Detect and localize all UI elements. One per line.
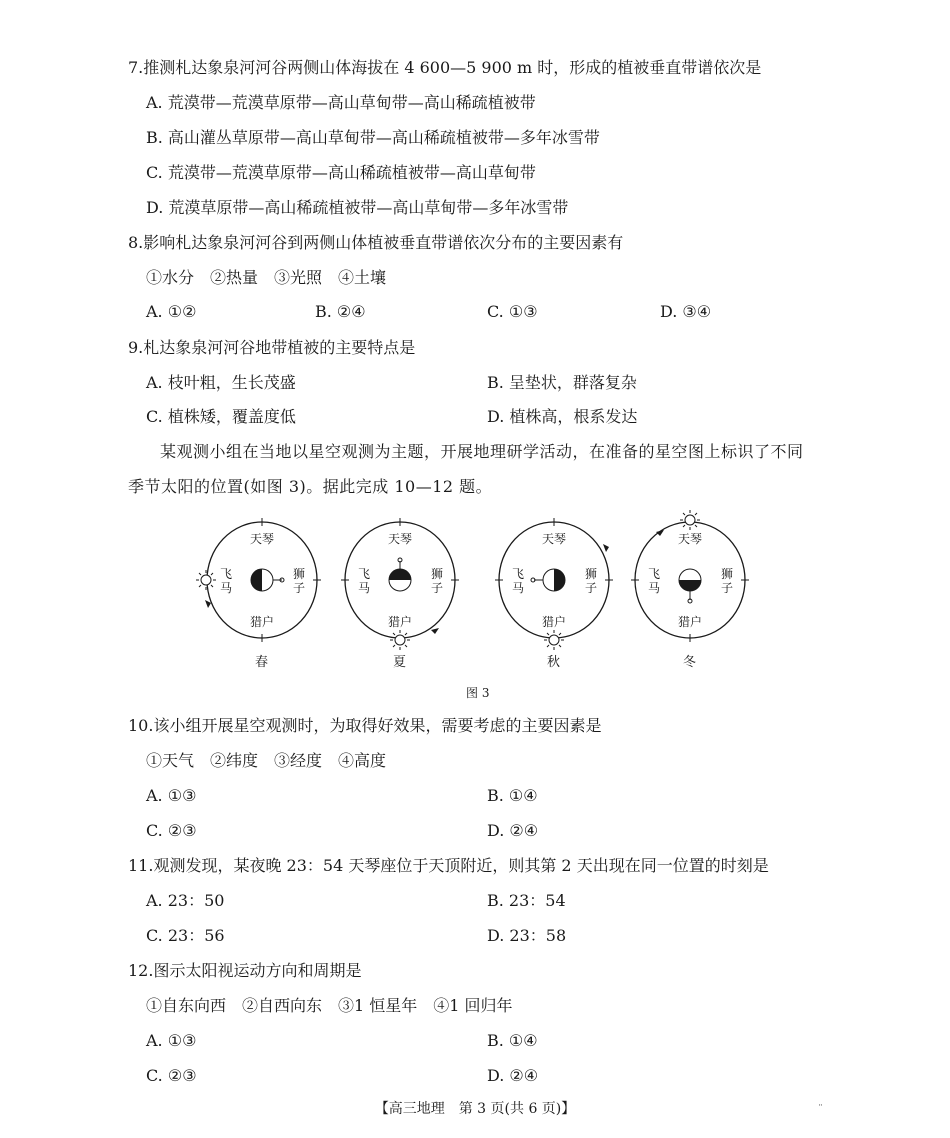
q7-option-b: B. 高山灌丛草原带—高山草甸带—高山稀疏植被带—多年冰雪带 [146,128,600,147]
q7-stem: 7.推测札达象泉河河谷两侧山体海拔在 4 600—5 900 m 时，形成的植被垂直带谱依次是 [128,58,762,77]
label-leo-2: 子 [585,581,598,595]
label-pegasus-2: 马 [220,581,233,595]
q9-option-d: D. 植株高，根系发达 [487,407,638,426]
label-pegasus-1: 飞 [512,567,525,581]
label-pegasus-2: 马 [358,581,371,595]
label-lyra: 天琴 [678,532,703,546]
label-lyra: 天琴 [542,532,567,546]
season-winter: 冬 [683,655,697,670]
sun-icon [680,510,700,530]
intro-line-1: 某观测小组在当地以星空观测为主题，开展地理研学活动，在准备的星空图上标识了不同 [160,442,804,461]
season-autumn: 秋 [547,655,561,670]
star-map-autumn [495,518,613,670]
q12-stem: 12.图示太阳视运动方向和周期是 [128,961,362,980]
q11-option-c: C. 23：56 [146,926,225,945]
q10-option-c: C. ②③ [146,821,197,840]
q12-option-a: A. ①③ [146,1031,197,1050]
season-spring: 春 [255,655,269,670]
label-orion: 猎户 [542,615,567,629]
label-orion: 猎户 [388,615,413,629]
q11-option-a: A. 23：50 [146,891,225,910]
q7-option-a: A. 荒漠带—荒漠草原带—高山草甸带—高山稀疏植被带 [146,93,536,112]
sun-icon [390,630,410,650]
q11-option-d: D. 23：58 [487,926,567,945]
label-pegasus-2: 马 [648,581,661,595]
q11-stem: 11.观测发现，某夜晚 23：54 天琴座位于天顶附近，则其第 2 天出现在同一位置的时刻是 [128,856,769,875]
label-leo-1: 狮 [585,567,598,581]
label-lyra: 天琴 [388,532,413,546]
label-orion: 猎户 [250,615,275,629]
figure-caption: 图 3 [466,686,490,700]
q8-option-c: C. ①③ [487,302,538,321]
label-leo-1: 狮 [293,567,306,581]
star-map-summer [341,518,459,670]
q8-items: ①水分 ②热量 ③光照 ④土壤 [146,268,387,287]
q8-option-b: B. ②④ [315,302,366,321]
label-pegasus-2: 马 [512,581,525,595]
sun-icon [544,630,564,650]
q9-stem: 9.札达象泉河河谷地带植被的主要特点是 [128,338,416,357]
direction-arrow-icon [431,628,439,634]
star-map-winter [631,510,749,670]
corner-mark: ¨ [818,1104,823,1115]
q7-option-d: D. 荒漠草原带—高山稀疏植被带—高山草甸带—多年冰雪带 [146,198,569,217]
direction-arrow-icon [603,544,609,552]
q10-option-a: A. ①③ [146,786,197,805]
label-leo-2: 子 [721,581,734,595]
label-leo-1: 狮 [721,567,734,581]
label-leo-1: 狮 [431,567,444,581]
sun-icon [196,570,216,590]
q7-option-c: C. 荒漠带—荒漠草原带—高山稀疏植被带—高山草甸带 [146,163,536,182]
label-pegasus-1: 飞 [220,567,233,581]
q10-option-d: D. ②④ [487,821,539,840]
label-lyra: 天琴 [250,532,275,546]
label-leo-2: 子 [293,581,306,595]
label-orion: 猎户 [678,615,703,629]
q12-option-b: B. ①④ [487,1031,538,1050]
figure-3-star-maps [190,508,750,678]
q10-option-b: B. ①④ [487,786,538,805]
q10-stem: 10.该小组开展星空观测时，为取得好效果，需要考虑的主要因素是 [128,716,602,735]
q8-option-d: D. ③④ [660,302,712,321]
q9-option-a: A. 枝叶粗，生长茂盛 [146,373,296,392]
page-footer: 【高三地理 第 3 页(共 6 页)】 [374,1101,576,1117]
season-summer: 夏 [393,655,407,670]
q8-stem: 8.影响札达象泉河河谷到两侧山体植被垂直带谱依次分布的主要因素有 [128,233,624,252]
intro-line-2: 季节太阳的位置(如图 3)。据此完成 10—12 题。 [128,477,493,496]
star-map-spring [196,518,321,670]
q12-option-c: C. ②③ [146,1066,197,1085]
q8-option-a: A. ①② [146,302,197,321]
q11-option-b: B. 23：54 [487,891,566,910]
q9-option-b: B. 呈垫状，群落复杂 [487,373,637,392]
q12-items: ①自东向西 ②自西向东 ③1 恒星年 ④1 回归年 [146,996,513,1015]
label-leo-2: 子 [431,581,444,595]
q10-items: ①天气 ②纬度 ③经度 ④高度 [146,751,387,770]
q9-option-c: C. 植株矮，覆盖度低 [146,407,296,426]
q12-option-d: D. ②④ [487,1066,539,1085]
label-pegasus-1: 飞 [648,567,661,581]
label-pegasus-1: 飞 [358,567,371,581]
